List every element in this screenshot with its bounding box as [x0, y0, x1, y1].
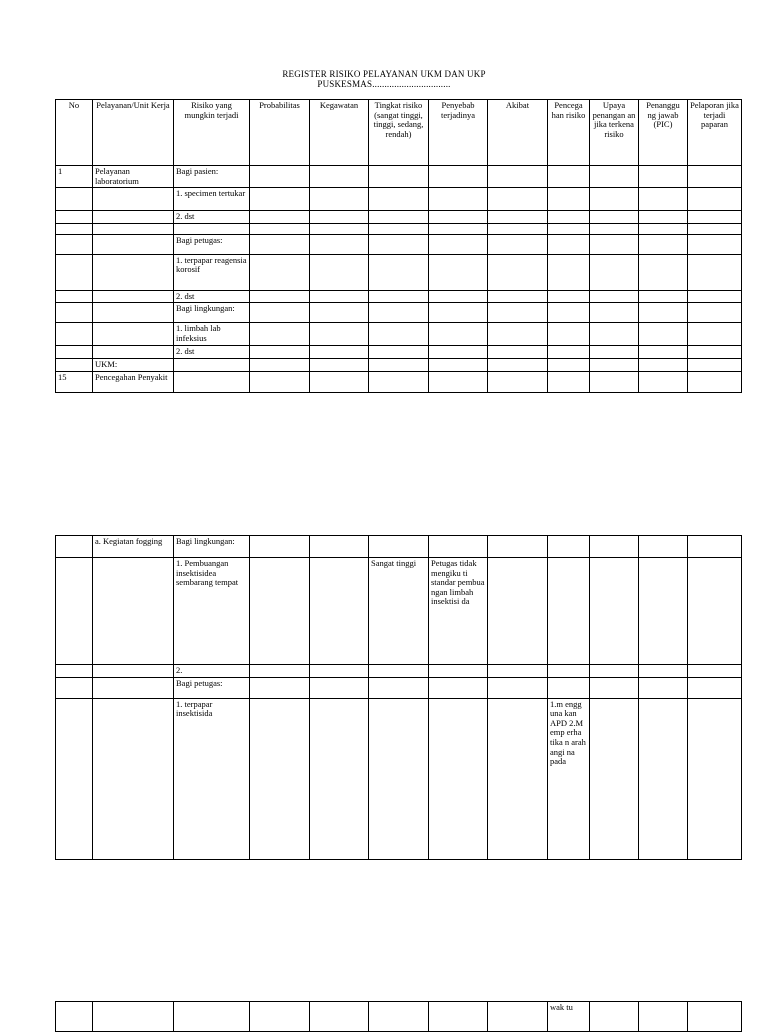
- table-cell: [429, 254, 488, 290]
- table-row: [56, 211, 742, 224]
- table-cell: [93, 254, 174, 290]
- table-cell: [688, 290, 742, 303]
- table-cell: [488, 665, 548, 678]
- table-cell: [369, 323, 429, 346]
- document-subtitle: PUSKESMAS................................: [317, 79, 451, 89]
- table-cell: [250, 211, 310, 224]
- table-cell: [688, 188, 742, 211]
- table-row: [56, 223, 742, 234]
- table-cell: [639, 698, 688, 859]
- table-cell: [310, 1002, 369, 1032]
- table-row: [56, 346, 742, 359]
- table-cell: [93, 323, 174, 346]
- table-cell: [93, 303, 174, 323]
- table-cell: [548, 234, 590, 254]
- table-cell: [174, 358, 250, 371]
- table-cell: [56, 346, 93, 359]
- table-row: [56, 166, 742, 188]
- table-cell: [590, 346, 639, 359]
- table-cell: 15: [56, 371, 93, 392]
- table-row: [56, 254, 742, 290]
- table-cell: [429, 358, 488, 371]
- table-cell: [369, 223, 429, 234]
- table-cell: Bagi petugas:: [174, 677, 250, 698]
- table-cell: [688, 1002, 742, 1032]
- table-cell: [429, 677, 488, 698]
- table-cell: [639, 166, 688, 188]
- table-cell: [488, 303, 548, 323]
- table-cell: [429, 234, 488, 254]
- table-cell: 2. dst: [174, 211, 250, 224]
- risk-register-table: [55, 99, 742, 393]
- table-cell: [688, 303, 742, 323]
- table-cell: UKM:: [93, 358, 174, 371]
- table-cell: [310, 234, 369, 254]
- table-cell: [56, 290, 93, 303]
- table-cell: [93, 223, 174, 234]
- table-cell: [56, 211, 93, 224]
- table-cell: [639, 346, 688, 359]
- table-cell: [548, 188, 590, 211]
- table-cell: [639, 665, 688, 678]
- table-cell: [548, 346, 590, 359]
- table-cell: [250, 254, 310, 290]
- column-header: Tingkat risiko (sangat tinggi, tinggi, sedang, rendah): [369, 100, 429, 166]
- table-row: [56, 234, 742, 254]
- column-header: Penyebab terjadinya: [429, 100, 488, 166]
- table-cell: 1. Pembuangan insektisidea sembarang tempat: [174, 558, 250, 665]
- table-cell: [56, 254, 93, 290]
- table-cell: 1. terpapar insektisida: [174, 698, 250, 859]
- table-cell: [488, 558, 548, 665]
- table-cell: [429, 1002, 488, 1032]
- table-cell: [250, 677, 310, 698]
- risk-register-table-continued-2: [55, 1001, 742, 1032]
- table-cell: Bagi lingkungan:: [174, 303, 250, 323]
- table-cell: [548, 290, 590, 303]
- table-cell: [688, 346, 742, 359]
- table-cell: [93, 558, 174, 665]
- table-cell: Sangat tinggi: [369, 558, 429, 665]
- table-cell: [369, 234, 429, 254]
- table-cell: [250, 290, 310, 303]
- table-cell: [688, 677, 742, 698]
- table-cell: [369, 346, 429, 359]
- column-header: Pencega han risiko: [548, 100, 590, 166]
- table-cell: [639, 371, 688, 392]
- table-row: [56, 371, 742, 392]
- table-cell: [590, 303, 639, 323]
- table-cell: [93, 234, 174, 254]
- table-cell: [310, 698, 369, 859]
- table-cell: [56, 188, 93, 211]
- table-cell: [548, 371, 590, 392]
- table-cell: [93, 677, 174, 698]
- table-cell: [310, 166, 369, 188]
- table-cell: [56, 323, 93, 346]
- table-cell: [688, 166, 742, 188]
- table-cell: [250, 303, 310, 323]
- table-cell: [590, 290, 639, 303]
- table-cell: [429, 346, 488, 359]
- table-cell: [639, 188, 688, 211]
- table-cell: [369, 371, 429, 392]
- table-cell: [93, 346, 174, 359]
- table-cell: 2. dst: [174, 290, 250, 303]
- table-row: [56, 303, 742, 323]
- table-cell: [369, 677, 429, 698]
- table-cell: [590, 698, 639, 859]
- table-cell: [429, 223, 488, 234]
- table-cell: [56, 303, 93, 323]
- table-cell: Petugas tidak mengiku ti standar pembua ngan limbah insektisi da: [429, 558, 488, 665]
- table-cell: [250, 323, 310, 346]
- table-cell: [250, 223, 310, 234]
- table-cell: [369, 303, 429, 323]
- table-cell: [174, 1002, 250, 1032]
- table-cell: [310, 558, 369, 665]
- table-cell: [488, 166, 548, 188]
- table-cell: [488, 371, 548, 392]
- table-cell: [639, 1002, 688, 1032]
- table-cell: [639, 234, 688, 254]
- table-cell: [548, 536, 590, 558]
- table-cell: [250, 558, 310, 665]
- table-cell: [488, 254, 548, 290]
- table-cell: [590, 536, 639, 558]
- table-cell: [590, 234, 639, 254]
- header-row: [56, 100, 742, 166]
- column-header: Pelaporan jika terjadi paparan: [688, 100, 742, 166]
- table-cell: [639, 223, 688, 234]
- table-cell: [310, 290, 369, 303]
- table-cell: 1. terpapar reagensia korosif: [174, 254, 250, 290]
- table-cell: [590, 677, 639, 698]
- column-header: Risiko yang mungkin terjadi: [174, 100, 250, 166]
- table-cell: [639, 290, 688, 303]
- table-cell: [590, 211, 639, 224]
- table-cell: [688, 234, 742, 254]
- table-cell: [250, 346, 310, 359]
- table-cell: [429, 698, 488, 859]
- table-cell: [488, 290, 548, 303]
- risk-register-table-continued: [55, 535, 742, 860]
- table-cell: [310, 211, 369, 224]
- column-header: Penanggu ng jawab (PIC): [639, 100, 688, 166]
- table-cell: [688, 323, 742, 346]
- table-cell: 1.m engg una kan APD 2.M emp erha tika n arah angi na pada: [548, 698, 590, 859]
- table-cell: [688, 558, 742, 665]
- table-cell: [250, 371, 310, 392]
- column-header: Akibat: [488, 100, 548, 166]
- table-cell: [590, 1002, 639, 1032]
- table-cell: [310, 371, 369, 392]
- table-cell: [310, 188, 369, 211]
- table-cell: [688, 223, 742, 234]
- table-cell: [310, 358, 369, 371]
- table-cell: [174, 223, 250, 234]
- table-cell: [688, 698, 742, 859]
- table-cell: [429, 188, 488, 211]
- table-cell: [56, 558, 93, 665]
- table-cell: [250, 166, 310, 188]
- table-cell: 1: [56, 166, 93, 188]
- table-cell: [548, 558, 590, 665]
- table-cell: [590, 665, 639, 678]
- table-cell: [548, 665, 590, 678]
- table-cell: [590, 254, 639, 290]
- table-cell: [639, 358, 688, 371]
- table-cell: [250, 358, 310, 371]
- table-cell: [590, 223, 639, 234]
- table-cell: [688, 371, 742, 392]
- table-cell: 2. dst: [174, 346, 250, 359]
- table-cell: a. Kegiatan fogging: [93, 536, 174, 558]
- table-cell: [488, 536, 548, 558]
- table-cell: [250, 188, 310, 211]
- table-cell: [688, 536, 742, 558]
- table-cell: [639, 536, 688, 558]
- table-row: [56, 698, 742, 859]
- table-cell: [56, 698, 93, 859]
- table-cell: [488, 188, 548, 211]
- table-cell: [429, 166, 488, 188]
- table-cell: [250, 1002, 310, 1032]
- table-cell: [590, 188, 639, 211]
- table-cell: [369, 698, 429, 859]
- table-cell: 2.: [174, 665, 250, 678]
- table-cell: [639, 211, 688, 224]
- table-cell: [429, 371, 488, 392]
- table-cell: [310, 346, 369, 359]
- table-cell: [93, 698, 174, 859]
- table-cell: [548, 211, 590, 224]
- table-cell: [548, 254, 590, 290]
- table-cell: [429, 323, 488, 346]
- table-row: [56, 558, 742, 665]
- table-cell: [310, 323, 369, 346]
- table-cell: [488, 323, 548, 346]
- table-cell: [93, 1002, 174, 1032]
- table-cell: [688, 665, 742, 678]
- table-cell: [250, 665, 310, 678]
- table-cell: [488, 234, 548, 254]
- table-cell: [250, 698, 310, 859]
- table-cell: [56, 1002, 93, 1032]
- document-title: REGISTER RISIKO PELAYANAN UKM DAN UKP: [282, 69, 486, 79]
- table-cell: [488, 698, 548, 859]
- table-cell: [688, 358, 742, 371]
- table-cell: [56, 358, 93, 371]
- table-cell: [639, 558, 688, 665]
- table-cell: [56, 223, 93, 234]
- table-cell: [369, 254, 429, 290]
- table-cell: [369, 536, 429, 558]
- table-row: [56, 188, 742, 211]
- table-cell: [548, 303, 590, 323]
- table-cell: [590, 323, 639, 346]
- table-row: [56, 1002, 742, 1032]
- table-cell: [93, 188, 174, 211]
- table-cell: Bagi petugas:: [174, 234, 250, 254]
- table-cell: 1. limbah lab infeksius: [174, 323, 250, 346]
- column-header: Upaya penangan an jika terkena risiko: [590, 100, 639, 166]
- table-cell: [488, 211, 548, 224]
- table-cell: [590, 371, 639, 392]
- table-row: [56, 536, 742, 558]
- table-cell: Bagi lingkungan:: [174, 536, 250, 558]
- table-cell: [429, 665, 488, 678]
- table-cell: [310, 665, 369, 678]
- table-cell: Pencegahan Penyakit: [93, 371, 174, 392]
- table-cell: [488, 223, 548, 234]
- table-cell: [56, 677, 93, 698]
- table-cell: [639, 303, 688, 323]
- table-cell: [429, 290, 488, 303]
- table-cell: [590, 166, 639, 188]
- table-row: [56, 677, 742, 698]
- table-cell: [93, 665, 174, 678]
- table-cell: [688, 211, 742, 224]
- table-cell: 1. specimen tertukar: [174, 188, 250, 211]
- table-cell: [590, 558, 639, 665]
- table-cell: Pelayanan laboratorium: [93, 166, 174, 188]
- column-header: Probabilitas: [250, 100, 310, 166]
- table-cell: [369, 358, 429, 371]
- column-header: Pelayanan/Unit Kerja: [93, 100, 174, 166]
- table-cell: [250, 536, 310, 558]
- table-cell: [369, 188, 429, 211]
- table-cell: [488, 677, 548, 698]
- table-cell: [93, 211, 174, 224]
- table-cell: [369, 665, 429, 678]
- table-cell: [639, 677, 688, 698]
- table-cell: wak tu: [548, 1002, 590, 1032]
- table-cell: [548, 323, 590, 346]
- table-cell: [56, 234, 93, 254]
- table-row: [56, 323, 742, 346]
- table-cell: [93, 290, 174, 303]
- table-cell: [369, 166, 429, 188]
- table-cell: [310, 303, 369, 323]
- table-cell: [590, 358, 639, 371]
- table-cell: [369, 211, 429, 224]
- table-cell: [429, 303, 488, 323]
- table-cell: [548, 677, 590, 698]
- table-row: [56, 358, 742, 371]
- table-cell: [688, 254, 742, 290]
- table-cell: [56, 536, 93, 558]
- table-cell: [548, 358, 590, 371]
- table-cell: Bagi pasien:: [174, 166, 250, 188]
- table-cell: [639, 323, 688, 346]
- column-header: No: [56, 100, 93, 166]
- table-cell: [310, 677, 369, 698]
- table-cell: [488, 1002, 548, 1032]
- table-row: [56, 290, 742, 303]
- table-cell: [250, 234, 310, 254]
- table-cell: [310, 254, 369, 290]
- table-cell: [310, 223, 369, 234]
- table-cell: [548, 166, 590, 188]
- table-cell: [488, 346, 548, 359]
- table-row: [56, 665, 742, 678]
- table-cell: [174, 371, 250, 392]
- table-cell: [369, 290, 429, 303]
- table-cell: [429, 211, 488, 224]
- table-cell: [488, 358, 548, 371]
- table-cell: [369, 1002, 429, 1032]
- table-cell: [639, 254, 688, 290]
- table-cell: [310, 536, 369, 558]
- table-cell: [429, 536, 488, 558]
- table-cell: [548, 223, 590, 234]
- table-cell: [56, 665, 93, 678]
- column-header: Kegawatan: [310, 100, 369, 166]
